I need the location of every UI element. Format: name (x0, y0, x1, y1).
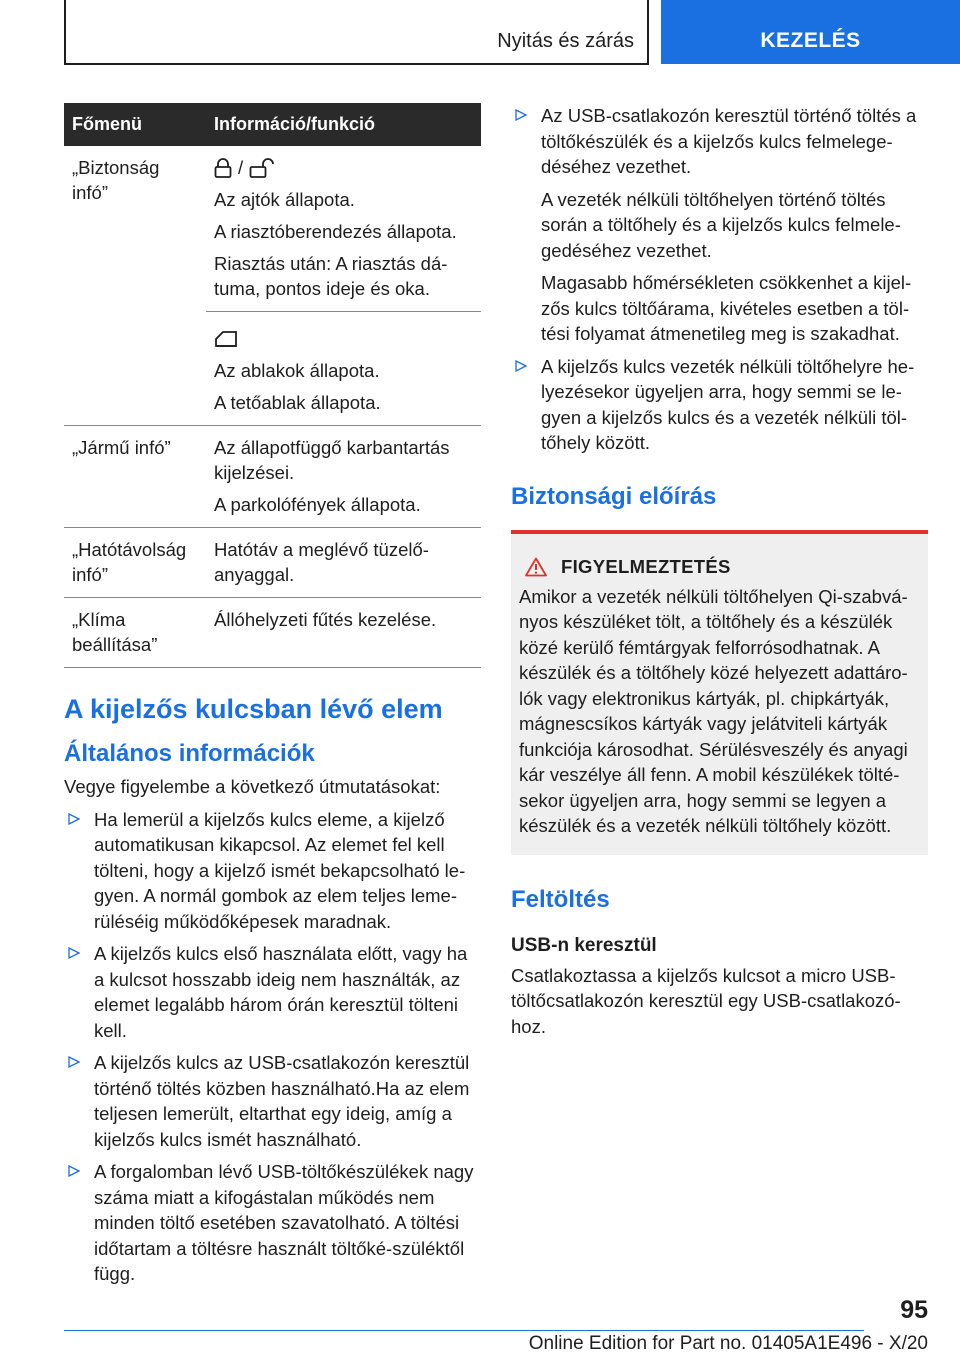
table-cell-info (206, 146, 481, 312)
triangle-bullet-icon (68, 947, 80, 959)
list-item-text: Ha lemerül a kijelzős kulcs eleme, a kijelző automatikusan kikapcsol. Az elemet fel kell tölteni, hogy a kijelző ismét bekapcsolható le-gyen. A normál gombok az elem teljes leme-rüléséig működőképesek maradnak. (94, 808, 466, 932)
footer-edition: Online Edition for Part no. 01405A1E496 - X/20 (528, 1333, 928, 1354)
list-item (511, 354, 928, 456)
list-item-text: Az USB-csatlakozón keresztül történő töltés a töltőkészülék és a kijelzős kulcs felmelege-déséhez vezethet. (541, 105, 917, 177)
table-header-menu: Főmenü (64, 103, 206, 146)
table-cell-info (206, 598, 481, 668)
page-number: 95 (900, 1296, 928, 1324)
icon-separator: / (238, 157, 244, 178)
triangle-bullet-icon (68, 1165, 80, 1177)
window-icon (214, 330, 238, 348)
list-item-text: A kijelzős kulcs vezeték nélküli töltőhelyre he-lyezésekor ügyeljen arra, hogy semmi se le-gyen a kijelzős kulcs és a vezeték nélküli töl-tőhely között. (541, 355, 915, 453)
table-cell-menu: „Hatótávolság infó” (64, 528, 206, 598)
list-item (64, 1050, 481, 1152)
bullet-list (511, 103, 928, 456)
list-item (64, 1159, 481, 1287)
info-line: Az állapotfüggő karbantartás kijelzései. (214, 437, 450, 483)
triangle-bullet-icon (68, 1056, 80, 1068)
usb-title: USB-n keresztül (511, 934, 657, 956)
header-left-rule (64, 0, 66, 64)
list-item-text: A forgalomban lévő USB-töltőkészülékek nagy száma miatt a kifogástalan működés nem minden töltő esetében szavatolható. A töltési időtartam a töltésre használt töltőké-szüléktől függ. (94, 1161, 474, 1284)
header-section-title: Nyitás és zárás (497, 30, 634, 52)
left-column (64, 103, 481, 1294)
info-line: Riasztás után: A riasztás dá-tuma, pontos ideje és oka. (214, 253, 448, 299)
table-cell-info (206, 528, 481, 598)
lock-icons (214, 155, 473, 180)
table-cell-menu: „Jármű infó” (64, 426, 206, 528)
table-cell-menu: „Biztonság infó” (64, 146, 206, 426)
list-item (64, 807, 481, 935)
lock-closed-icon (214, 158, 232, 178)
info-line: Az ablakok állapota. (214, 360, 380, 381)
list-item (64, 941, 481, 1043)
list-item-text: A vezeték nélküli töltőhelyen történő töltés során a töltőhely és a kijelzős kulcs felmele-gedéséhez vezethet. (541, 188, 901, 261)
triangle-bullet-icon (68, 813, 80, 825)
right-column (511, 103, 928, 1039)
table-cell-info (206, 312, 481, 426)
list-item-text: A kijelzős kulcs első használata előtt, vagy ha a kulcsot hosszabb ideig nem használták, az elemet legalább három órán keresztül tölteni kell. (94, 943, 468, 1041)
warning-header (519, 556, 920, 578)
info-line: A tetőablak állapota. (214, 392, 381, 413)
list-item (511, 103, 928, 347)
window-icon-wrap (214, 326, 473, 351)
info-line: A riasztóberendezés állapota. (214, 221, 457, 242)
info-line: A parkolófények állapota. (214, 494, 421, 515)
triangle-bullet-icon (515, 109, 527, 121)
bullet-list (64, 807, 481, 1287)
warning-text: Amikor a vezeték nélküli töltőhelyen Qi-szabvá-nyos készüléket tölt, a töltőhely és a készülék közé kerülő fémtárgyak felforrósodhatnak. A készülék és a töltőhely közé helyezett adattáro-lók vagy elektronikus kártyák, pl. chipkártyák, mágnescsíkos kártyák vagy jelátviteli kártyák funkciója károsodhat. Sérülésveszély és anyagi kár veszélye áll fenn. A mobil készülékek tölté-sekor ügyeljen arra, hogy semmi se legyen a készülék és a vezeték nélküli töltőhely között. (519, 585, 908, 836)
header-chapter-tab: KEZELÉS (661, 0, 960, 64)
safety-title: Biztonsági előírás (511, 482, 717, 510)
section-title: A kijelzős kulcsban lévő elem (64, 694, 443, 724)
menu-table (64, 103, 481, 668)
triangle-bullet-icon (515, 360, 527, 372)
lock-open-icon (249, 158, 275, 178)
table-cell-info (206, 426, 481, 528)
warning-triangle-icon (525, 557, 547, 577)
charging-title: Feltöltés (511, 885, 610, 913)
footer-rule (64, 1330, 864, 1331)
list-item-text: A kijelzős kulcs az USB-csatlakozón keresztül történő töltés közben használható.Ha az elem teljesen lemerült, eltarthat egy ideig, amíg a kijelzős kulcs ismét használható. (94, 1052, 470, 1150)
table-header-info: Információ/funkció (206, 103, 481, 146)
info-line: Az ajtók állapota. (214, 189, 355, 210)
table-cell-menu: „Klíma beállítása” (64, 598, 206, 668)
info-line: Hatótáv a meglévő tüzelő-anyaggal. (214, 539, 429, 585)
subsection-title: Általános információk (64, 740, 315, 767)
list-item-text: Magasabb hőmérsékleten csökkenhet a kijel-zős kulcs töltőárama, kivételes esetben a töl-tési folyamat átmenetileg meg is szakadhat. (541, 272, 912, 344)
info-line: Állóhelyzeti fűtés kezelése. (214, 609, 437, 630)
intro-text: Vegye figyelembe a következő útmutatásokat: (64, 776, 441, 797)
header-bottom-rule (64, 63, 649, 65)
warning-title: FIGYELMEZTETÉS (561, 555, 731, 577)
warning-box (511, 530, 928, 855)
usb-text: Csatlakoztassa a kijelzős kulcsot a micro USB-töltőcsatlakozón keresztül egy USB-csatlakozó-hoz. (511, 964, 901, 1037)
header-right-rule (647, 0, 649, 64)
